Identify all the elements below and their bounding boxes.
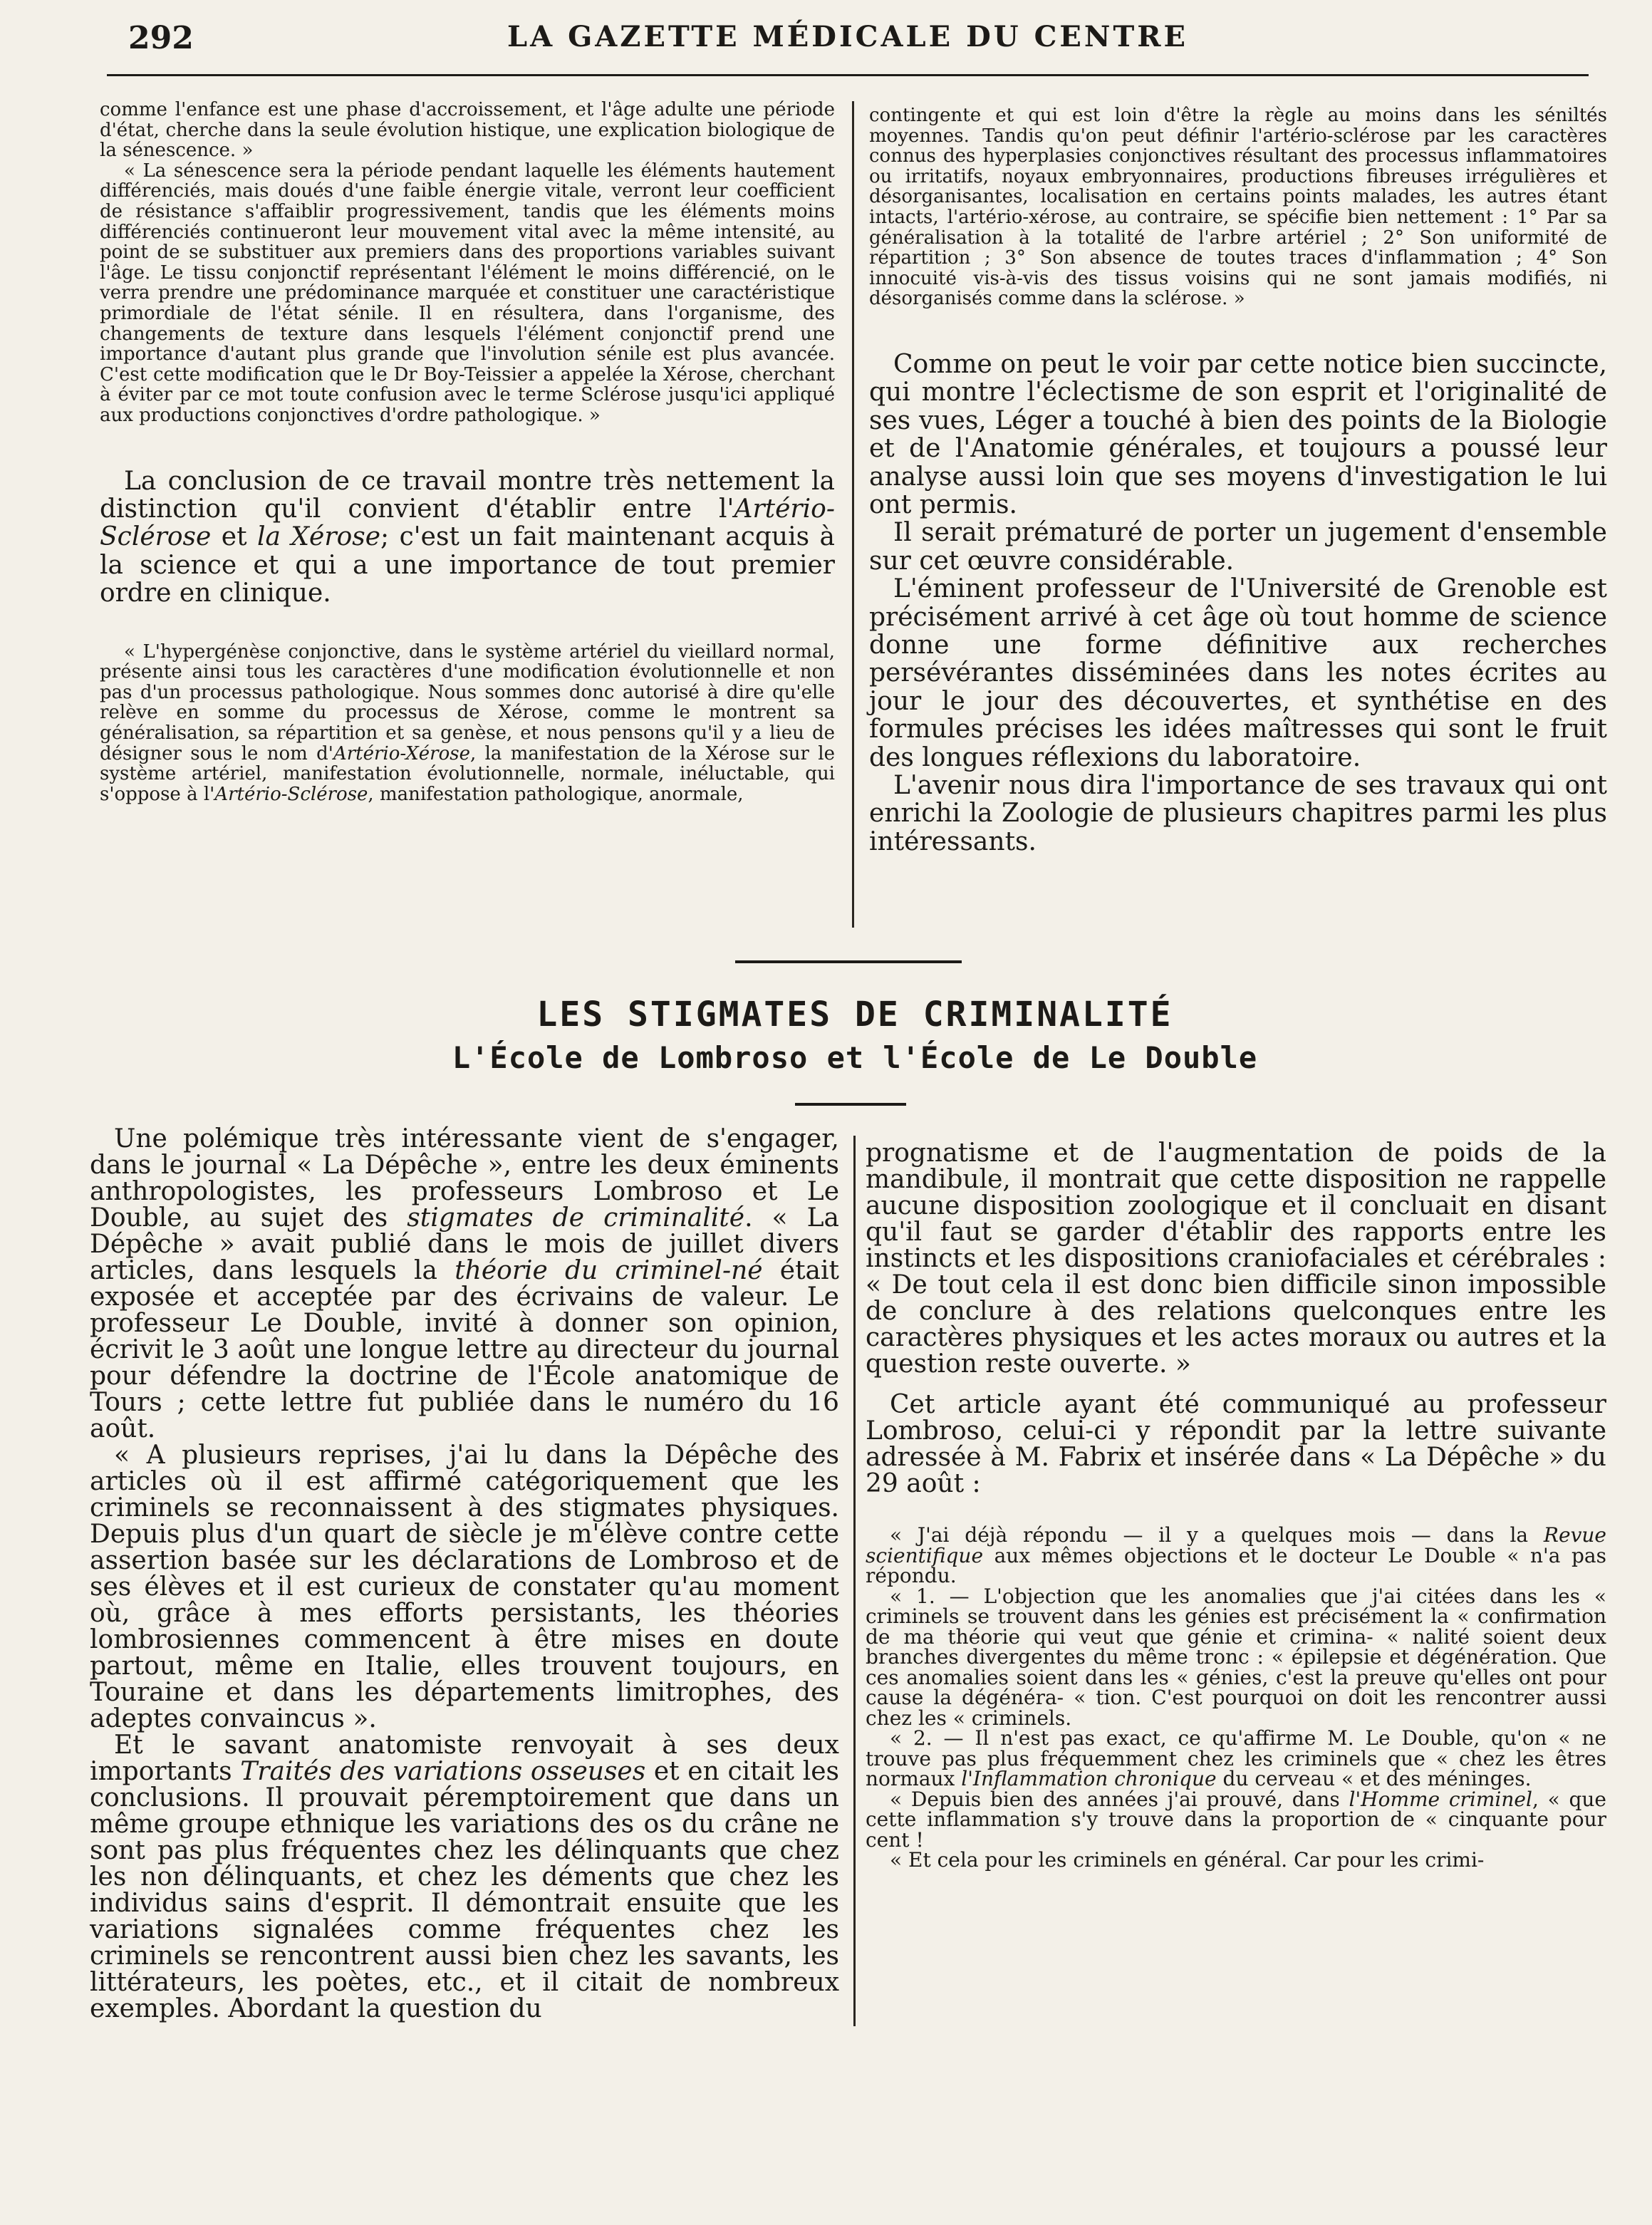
quote-paragraph: « Depuis bien des années j'ai prouvé, dans l'Homme criminel, « que cette inflammation s'y trouve dans la proportion de « cinquante pour cent ! bbox=[866, 1787, 1606, 1852]
paragraph: Et le savant anatomiste renvoyait à ses deux importants Traités des variations osseuses et en citait les conclusions. Il prouvait péremptoirement que dans un même groupe ethnique les variations des os du crâne ne sont pas plus fréquentes chez les délinquants que chez les non délinquants, et chez les déments que chez les individus sains d'esprit. Il démontrait ensuite que les variations signalées comme fréquentes chez les criminels se rencontrent aussi bien chez les savants, les littérateurs, les poètes, etc., et il citait de nombreux exemples. Abordant la question du bbox=[90, 1731, 839, 2023]
column-divider bbox=[853, 1136, 856, 2026]
paragraph: comme l'enfance est une phase d'accroissement, et l'âge adulte une période d'état, cherche dans la seule évolution histique, une explication biologique de la sénescence. » bbox=[100, 99, 835, 162]
bottom-left-column bbox=[90, 1126, 839, 2022]
quote-paragraph: « 1. — L'objection que les anomalies que j'ai citées dans les « criminels se trouvent dans les génies est précisément la « confirmation de ma théorie qui veut que génie et crimina- « nalité soient deux branches divergentes du même tronc : « épilepsie et dégénération. Que ces anomalies soient dans les « génies, c'est la preuve qu'elles ont pour cause la dégénéra- « tion. C'est pourquoi on doit les rencontrer aussi chez les « criminels. bbox=[866, 1584, 1606, 1730]
section-rule bbox=[795, 1103, 906, 1106]
paragraph: « A plusieurs reprises, j'ai lu dans la Dépêche des articles où il est affirmé catégoriquement que les criminels se reconnaissent à des stigmates physiques. Depuis plus d'un quart de siècle je m'élève contre cette assertion basée sur les déclarations de Lombroso et de ses élèves et il est curieux de constater qu'au moment où, grâce à mes efforts persistants, les théories lombrosiennes commencent à être mises en doute partout, même en Italie, elles trouvent toujours, en Touraine et dans les départements limitrophes, des adeptes convaincus ». bbox=[90, 1441, 839, 1733]
quote-paragraph: « Et cela pour les criminels en général. Car pour les crimi- bbox=[890, 1848, 1485, 1872]
paragraph: L'avenir nous dira l'importance de ses travaux qui ont enrichi la Zoologie de plusieurs chapitres parmi les plus intéressants. bbox=[869, 771, 1607, 856]
quote-paragraph: « J'ai déjà répondu — il y a quelques mois — dans la Revue scientifique aux mêmes objections et le docteur Le Double « n'a pas répondu. bbox=[866, 1523, 1606, 1587]
article-subtitle: L'École de Lombroso et l'École de Le Double bbox=[452, 1040, 1258, 1075]
header-rule bbox=[107, 74, 1589, 76]
paragraph: Cet article ayant été communiqué au professeur Lombroso, celui-ci y répondit par la lettre suivante adressée à M. Fabrix et insérée dans « La Dépêche » du 29 août : bbox=[866, 1390, 1606, 1498]
lombroso-letter bbox=[866, 1525, 1606, 1871]
page-header bbox=[107, 20, 1589, 63]
paragraph: Une polémique très intéressante vient de s'engager, dans le journal « La Dépêche », entre les deux éminents anthropologistes, les professeurs Lombroso et Le Double, au sujet des stigmates de criminalité. « La Dépêche » avait publié dans le mois de juillet divers articles, dans lesquels la théorie du criminel-né était exposée et acceptée par des écrivains de valeur. Le professeur Le Double, invité à donner son opinion, écrivit le 3 août une longue lettre au directeur du journal pour défendre la doctrine de l'École anatomique de Tours ; cette lettre fut publiée dans le numéro du 16 août. bbox=[90, 1124, 839, 1443]
column-divider bbox=[852, 101, 854, 928]
paragraph: L'éminent professeur de l'Université de Grenoble est précisément arrivé à cet âge où tout homme de science donne une forme définitive aux recherches persévérantes disséminées dans les notes écrites au jour le jour des découvertes, et synthétise en des formules précises les idées maîtresses qui sont le fruit des longues réflexions du laboratoire. bbox=[869, 574, 1607, 772]
top-left-column bbox=[100, 100, 835, 804]
paragraph: Il serait prématuré de porter un jugement d'ensemble sur cet œuvre considérable. bbox=[869, 518, 1607, 576]
quote-paragraph: « 2. — Il n'est pas exact, ce qu'affirme M. Le Double, qu'on « ne trouve pas plus fréquemment chez les criminels que « chez les êtres normaux l'Inflammation chronique du cerveau « et des méninges. bbox=[866, 1726, 1606, 1790]
paragraph: La conclusion de ce travail montre très nettement la distinction qu'il convient d'établir entre l'Artério-Sclérose et la Xérose; c'est un fait maintenant acquis à la science et qui a une importance de tout premier ordre en clinique. bbox=[100, 466, 835, 608]
paragraph: contingente et qui est loin d'être la règle au moins dans les séniltés moyennes. Tandis qu'on peut définir l'artério-sclérose par les caractères connus des hyperplasies conjonctives résultant des processus inflammatoires ou irritatifs, noyaux embryonnaires, productions fibreuses irrégulières et désorganisantes, localisation en certains points malades, les autres étant intacts, l'artério-xérose, au contraire, se spécifie bien nettement : 1° Par sa généralisation à la totalité de l'arbre artériel ; 2° Son uniformité de répartition ; 3° Son absence de toutes traces d'inflammation ; 4° Son innocuité vis-à-vis des tissus voisins qui ne sont jamais modifiés, ni désorganisés comme dans la sclérose. » bbox=[869, 105, 1607, 310]
paragraph: « La sénescence sera la période pendant laquelle les éléments hautement différenciés, mais doués d'une faible énergie vitale, verront leur coefficient de résistance s'affaiblir progressivement, tandis que les éléments moins différenciés continueront leur mouvement vital avec la même intensité, au point de se substituer aux premiers dans des proportions variables suivant l'âge. Le tissu conjonctif représentant l'élément le moins différencié, on le verra prendre une prédominance marquée et constituer une caractéristique primordiale de l'état sénile. Il en résultera, dans l'organisme, des changements de texture dans lesquels l'élément conjonctif prend une importance d'autant plus grande que l'involution sénile est plus avancée. C'est cette modification que le Dr Boy-Teissier a appelée la Xérose, cherchant à éviter par ce mot toute confusion avec le terme Sclérose jusqu'ici appliqué aux productions conjonctives d'ordre pathologique. » bbox=[100, 160, 835, 426]
article-title: LES STIGMATES DE CRIMINALITÉ bbox=[536, 995, 1173, 1034]
bottom-right-column bbox=[866, 1140, 1606, 1871]
paragraph: prognatisme et de l'augmentation de poids de la mandibule, il montrait que cette disposition ne rappelle aucune disposition zoologique et il concluait en disant qu'il faut se garder d'établir des rapports entre les instincts et les dispositions craniofaciales et cérébrales : « De tout cela il est donc bien difficile sinon impossible de conclure à des relations quelconques entre les caractères physiques et les actes moraux ou autres et la question reste ouverte. » bbox=[866, 1139, 1606, 1379]
page-number: 292 bbox=[128, 20, 194, 56]
section-rule bbox=[735, 960, 962, 963]
journal-title: LA GAZETTE MÉDICALE DU CENTRE bbox=[507, 20, 1188, 53]
paragraph: « L'hypergénèse conjonctive, dans le système artériel du vieillard normal, présente ainsi tous les caractères d'une modification évolutionnelle et non pas d'un processus pathologique. Nous sommes donc autorisé à dire qu'elle relève en somme du processus de Xérose, comme le montrent sa généralisation, sa répartition et sa genèse, et nous pensons qu'il y a lieu de désigner sous le nom d'Artério-Xérose, la manifestation de la Xérose sur le système artériel, manifestation évolutionnelle, normale, inéluctable, qui s'oppose à l'Artério-Sclérose, manifestation pathologique, anormale, bbox=[100, 640, 835, 805]
top-right-column bbox=[869, 105, 1607, 856]
paragraph: Comme on peut le voir par cette notice bien succincte, qui montre l'éclectisme de son esprit et l'originalité de ses vues, Léger a touché à bien des points de la Biologie et de l'Anatomie générales, et toujours a poussé leur analyse aussi loin que ses moyens d'investigation le lui ont permis. bbox=[869, 349, 1607, 519]
